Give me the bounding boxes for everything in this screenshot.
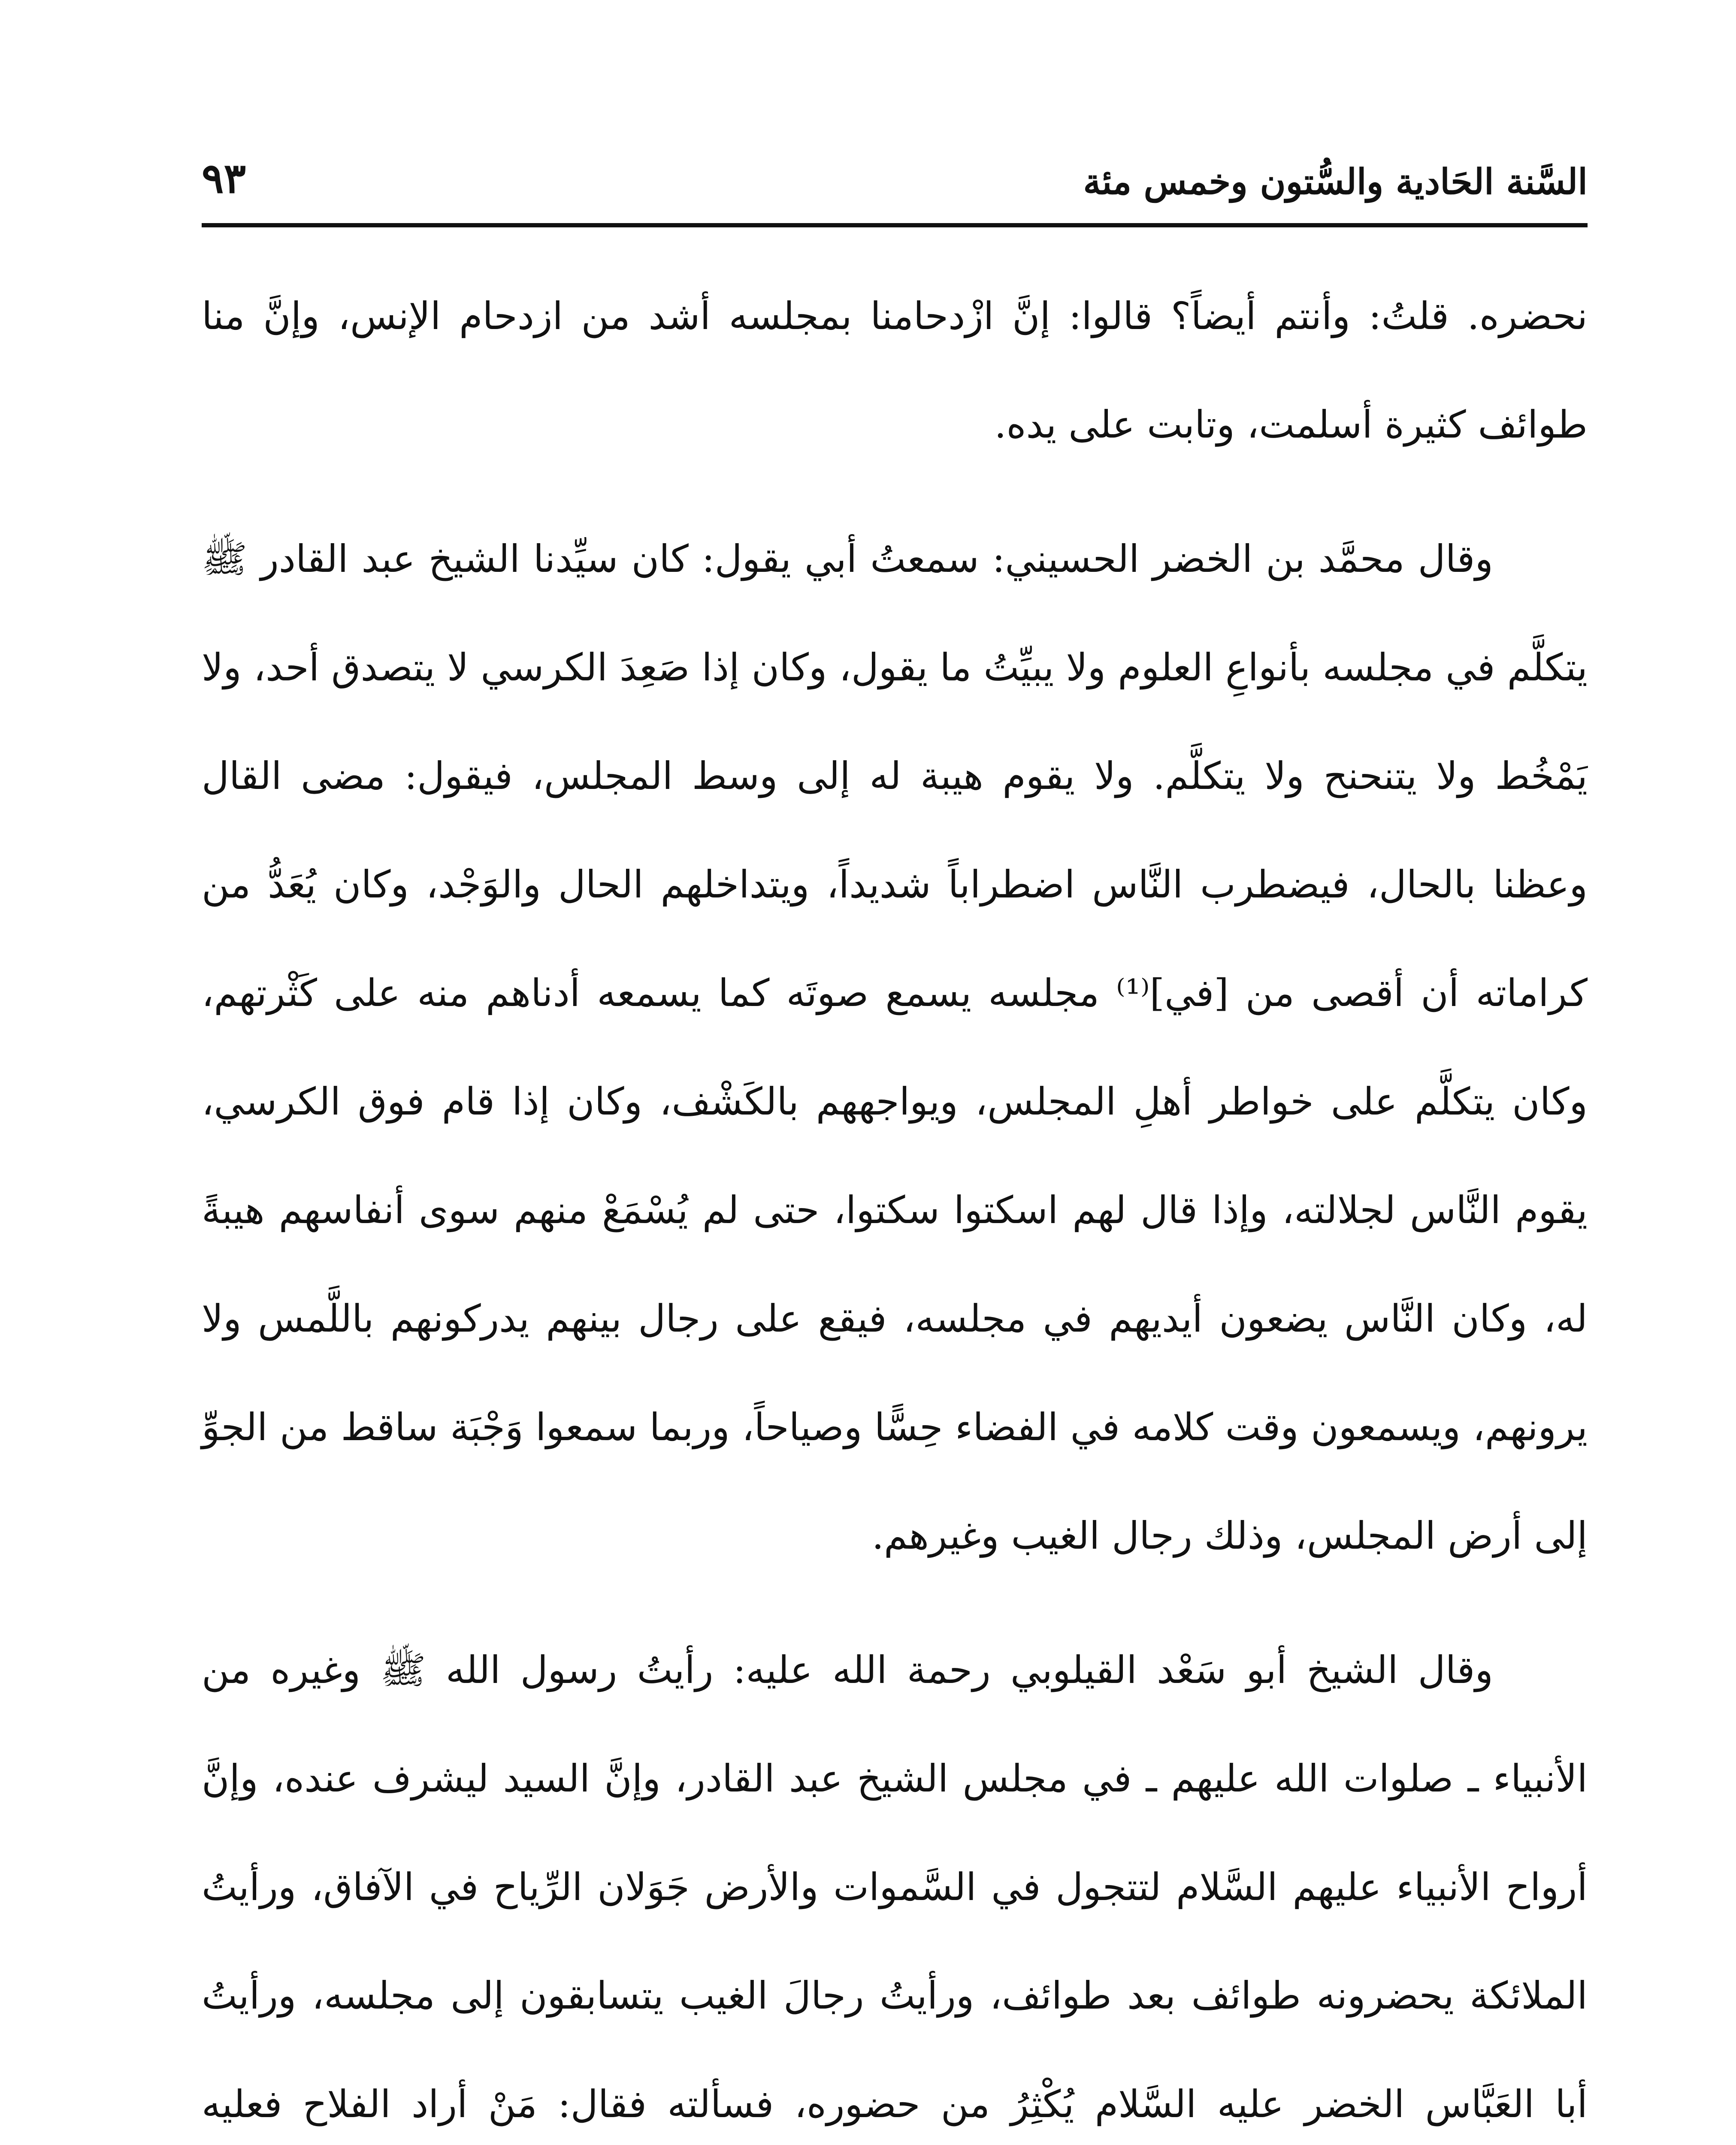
main-text xyxy=(202,262,1588,2145)
paragraph-al-qaylubi: وقال الشيخ أبو سَعْد القيلوبي رحمة الله عليه: رأيتُ رسول الله ﷺ وغيره من الأنبياء ـ صلوات الله عليهم ـ في مجلس الشيخ عبد القادر، وإنَّ السيد ليشرف عنده، وإنَّ أرواح الأنبياء عليهم السَّلام لتتجول في السَّموات والأرض جَوَلان الرِّياح في الآفاق، ورأيتُ الملائكة يحضرونه طوائف بعد طوائف، ورأيتُ رجالَ الغيب يتسابقون إلى مجلسه، ورأيتُ أبا العَبَّاس الخضر عليه السَّلام يُكْثِرُ من حضوره، فسألته فقال: مَنْ أراد الفلاح فعليه xyxy=(202,1648,1588,2126)
running-header-title: السَّنة الحَادية والسُّتون وخمس مئة xyxy=(1083,161,1588,202)
header-divider xyxy=(202,223,1588,227)
page-number: ٩٣ xyxy=(202,154,246,202)
paragraph-continuation: نحضره. قلتُ: وأنتم أيضاً؟ قالوا: إنَّ ازْدحامنا بمجلسه أشد من ازدحام الإنس، وإنَّ منا طوائف كثيرة أسلمت، وتابت على يده. xyxy=(202,294,1588,447)
paragraph-al-husayni: وقال محمَّد بن الخضر الحسيني: سمعتُ أبي يقول: كان سيِّدنا الشيخ عبد القادر ﷺ يتكلَّم في مجلسه بأنواعِ العلوم ولا يبيِّتُ ما يقول، وكان إذا صَعِدَ الكرسي لا يتصدق أحد، ولا يَمْخُط ولا يتنحنح ولا يتكلَّم. ولا يقوم هيبة له إلى وسط المجلس، فيقول: مضى القال وعظنا بالحال، فيضطرب النَّاس اضطراباً شديداً، ويتداخلهم الحال والوَجْد، وكان يُعَدُّ من كراماته أن أقصى من [في]⁽¹⁾ مجلسه يسمع صوتَه كما يسمعه أدناهم منه على كَثْرتهم، وكان يتكلَّم على خواطر أهلِ المجلس، ويواجههم بالكَشْف، وكان إذا قام فوق الكرسي، يقوم النَّاس لجلالته، وإذا قال لهم اسكتوا سكتوا، حتى لم يُسْمَعْ منهم سوى أنفاسهم هيبةً له، وكان النَّاس يضعون أيديهم في مجلسه، فيقع على رجال بينهم يدركونهم باللَّمس ولا يرونهم، ويسمعون وقت كلامه في الفضاء حِسًّا وصياحاً، وربما سمعوا وَجْبَة ساقط من الجوِّ إلى أرض المجلس، وذلك رجال الغيب وغيرهم. xyxy=(202,537,1588,1558)
running-header xyxy=(202,142,1588,214)
